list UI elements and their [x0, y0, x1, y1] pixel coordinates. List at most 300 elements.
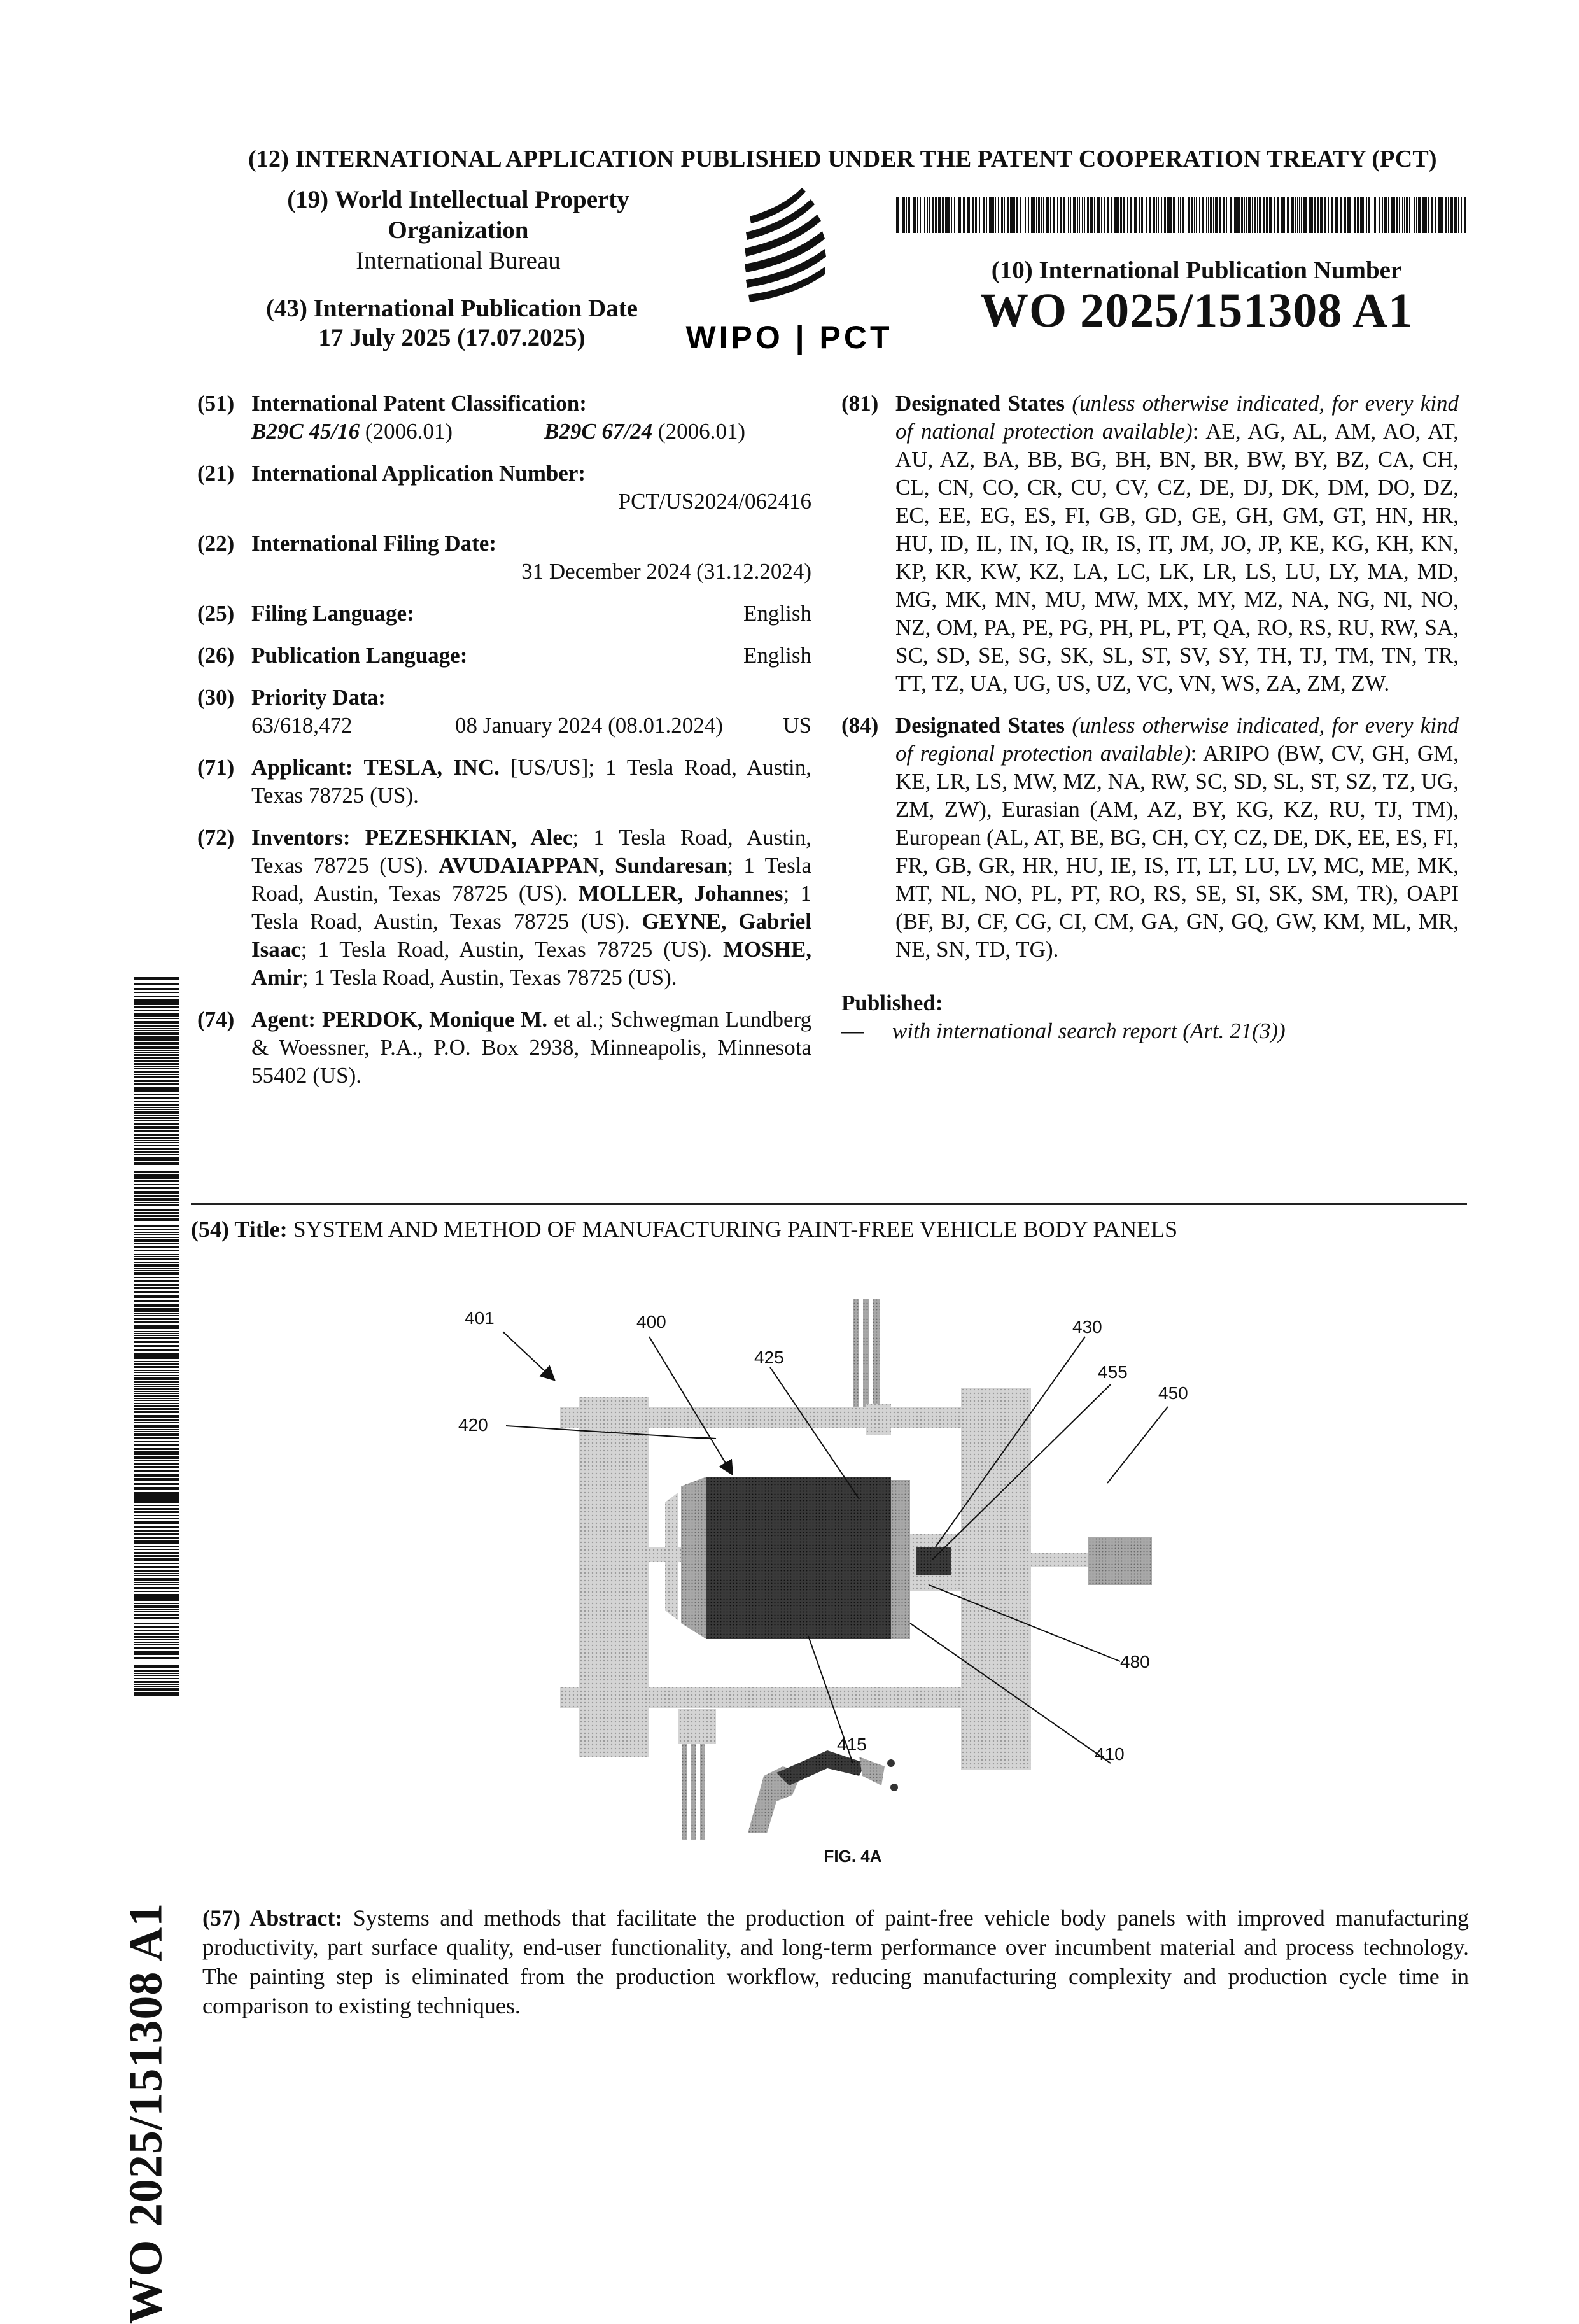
barcode-bar — [1208, 197, 1209, 233]
barcode-bar — [134, 1463, 179, 1465]
barcode-bar — [1375, 197, 1376, 233]
barcode-bar — [1107, 197, 1109, 233]
ref-430: 430 — [1072, 1317, 1102, 1337]
barcode-bar — [986, 197, 987, 233]
barcode-bar — [1299, 197, 1300, 233]
barcode-bar — [1269, 197, 1270, 233]
barcode-bar — [134, 1160, 179, 1161]
barcode-bar — [1230, 197, 1232, 233]
barcode-bar — [1464, 197, 1466, 233]
barcode-bar — [134, 1530, 179, 1532]
barcode-bar — [134, 1686, 179, 1687]
barcode-bar — [134, 1063, 179, 1065]
priority-country: US — [783, 713, 811, 738]
barcode-bar — [134, 1555, 179, 1557]
barcode-bar — [134, 1400, 179, 1401]
barcode-bar — [1043, 197, 1044, 233]
figure-4a — [446, 1292, 1260, 1865]
barcode-bar — [134, 1626, 179, 1628]
side-barcode — [134, 977, 179, 1696]
barcode-bar — [1046, 197, 1048, 233]
barcode-bar — [1363, 197, 1364, 233]
abstract-label: (57) Abstract: — [202, 1905, 343, 1931]
barcode-bar — [938, 197, 941, 233]
barcode-bar — [134, 1498, 179, 1500]
barcode-bar — [134, 1623, 179, 1624]
barcode-bar — [1104, 197, 1105, 233]
barcode-bar — [134, 1212, 179, 1214]
publication-date-label: (43) International Publication Date — [266, 295, 638, 322]
barcode-bar — [134, 1408, 179, 1410]
field-code: (71) — [197, 755, 235, 780]
barcode-bar — [134, 1370, 179, 1371]
barcode-bar — [1084, 197, 1085, 233]
barcode-bar — [134, 1692, 179, 1693]
barcode-bar — [134, 1607, 179, 1608]
barcode-bar — [134, 1546, 179, 1547]
barcode-bar — [1114, 197, 1116, 233]
org-code: (19) — [287, 186, 329, 213]
barcode-bar — [1360, 197, 1363, 233]
barcode-bar — [134, 1134, 179, 1136]
title-label: (54) Title: — [191, 1216, 288, 1242]
barcode-bar — [134, 1379, 179, 1380]
publication-date — [248, 294, 656, 353]
barcode-bar — [1281, 197, 1282, 233]
wipo-logo-text: WIPO | PCT — [685, 320, 893, 355]
barcode-bar — [134, 1657, 179, 1659]
barcode-bar — [134, 1596, 179, 1598]
barcode-bar — [134, 1573, 179, 1574]
barcode-bar — [1349, 197, 1351, 233]
barcode-bar — [1317, 197, 1319, 233]
barcode-bar — [134, 1195, 179, 1197]
barcode-bar — [134, 1403, 179, 1404]
barcode-bar — [134, 1636, 179, 1638]
barcode-bar — [134, 1202, 179, 1203]
barcode-bar — [134, 1341, 179, 1343]
barcode-bar — [1164, 197, 1166, 233]
barcode-bar — [1146, 197, 1147, 233]
barcode-bar — [1440, 197, 1443, 233]
barcode-bar — [134, 1243, 179, 1244]
field-label: Publication Language: — [251, 643, 468, 668]
field-code: (74) — [197, 1007, 235, 1032]
barcode-bar — [1004, 197, 1005, 233]
barcode-bar — [134, 1391, 179, 1392]
barcode-bar — [975, 197, 977, 233]
barcode-bar — [1335, 197, 1338, 233]
org-name-line2: Organization — [388, 216, 529, 244]
barcode-bar — [1039, 197, 1040, 233]
ref-410: 410 — [1095, 1744, 1125, 1764]
barcode-bar — [1167, 197, 1170, 233]
publication-date-value: 17 July 2025 (17.07.2025) — [318, 324, 586, 351]
barcode-bar — [134, 1609, 179, 1610]
barcode-bar — [134, 1291, 179, 1293]
barcode-bar — [134, 1670, 179, 1672]
barcode-bar — [134, 1451, 179, 1453]
barcode-bar — [1277, 197, 1279, 233]
barcode-bar — [134, 1126, 179, 1129]
field-81-designated-states — [841, 390, 1459, 698]
field-code: (30) — [197, 685, 235, 710]
barcode-bar — [1418, 197, 1421, 233]
barcode-bar — [134, 1448, 179, 1450]
barcode-bar — [1199, 197, 1200, 233]
barcode-bar — [134, 1684, 179, 1685]
barcode-bar — [134, 1584, 179, 1585]
field-label: Designated States — [895, 391, 1065, 416]
barcode-bar — [134, 1256, 179, 1257]
mold-assembly — [665, 1477, 961, 1639]
barcode-bar — [920, 197, 921, 233]
barcode-bar — [134, 1426, 179, 1428]
barcode-bar — [134, 1456, 179, 1459]
barcode-bar — [134, 1111, 179, 1114]
ref-480: 480 — [1120, 1652, 1150, 1672]
barcode-bar — [134, 1594, 179, 1596]
field-71-applicant — [197, 754, 811, 810]
application-number: PCT/US2024/062416 — [618, 489, 811, 514]
barcode-bar — [134, 1277, 179, 1278]
barcode-bar — [1013, 197, 1015, 233]
barcode-bar — [134, 1137, 179, 1139]
barcode-bar — [134, 1054, 179, 1056]
barcode-bar — [134, 1479, 179, 1481]
field-label: Agent: — [251, 1007, 316, 1032]
barcode-bar — [134, 1575, 179, 1576]
barcode-bar — [134, 1229, 179, 1230]
barcode-bar — [1036, 197, 1037, 233]
barcode-bar — [134, 1090, 179, 1092]
barcode-bar — [1235, 197, 1237, 233]
robot-arm — [748, 1750, 898, 1833]
barcode-bar — [1448, 197, 1449, 233]
barcode-bar — [1139, 197, 1140, 233]
barcode-bar — [134, 1107, 179, 1108]
barcode-bar — [1127, 197, 1128, 233]
barcode-bar — [134, 1101, 179, 1102]
treaty-header: (12) INTERNATIONAL APPLICATION PUBLISHED UNDER THE PATENT COOPERATION TREATY (PCT) — [248, 146, 1437, 173]
barcode-bar — [134, 1234, 179, 1235]
barcode-bar — [134, 1142, 179, 1143]
barcode-bar — [134, 1603, 179, 1604]
barcode-bar — [1297, 197, 1298, 233]
field-21-application-number — [197, 460, 811, 516]
barcode-bar — [1287, 197, 1288, 233]
barcode-bar — [134, 1694, 179, 1696]
barcode-bar — [1445, 197, 1447, 233]
barcode-bar — [134, 1377, 179, 1379]
barcode-bar — [134, 1145, 179, 1146]
barcode-bar — [134, 1164, 179, 1165]
barcode-bar — [1428, 197, 1429, 233]
barcode-bar — [134, 1162, 179, 1164]
barcode-bar — [134, 1526, 179, 1528]
barcode-bar — [1215, 197, 1218, 233]
bibliographic-right-column — [841, 390, 1459, 1045]
barcode-bar — [948, 197, 950, 233]
figure-caption: FIG. 4A — [824, 1847, 882, 1865]
barcode-bar — [134, 1015, 179, 1017]
barcode-bar — [134, 1272, 179, 1275]
published-section — [841, 989, 1459, 1045]
field-code: (25) — [197, 601, 235, 626]
barcode-bar — [134, 1441, 179, 1442]
barcode-bar — [134, 1398, 179, 1399]
barcode-bar — [134, 1388, 179, 1390]
barcode-bar — [134, 1511, 179, 1513]
barcode-bar — [134, 1032, 179, 1035]
wipo-logo — [675, 181, 904, 356]
field-84-designated-states — [841, 712, 1459, 964]
barcode-bar — [134, 1578, 179, 1581]
barcode-bar — [1038, 197, 1039, 233]
barcode-bar — [134, 1225, 179, 1227]
barcode-bar — [134, 1074, 179, 1075]
barcode-bar — [1374, 197, 1375, 233]
barcode-bar — [134, 1429, 179, 1430]
barcode-bar — [134, 1355, 179, 1356]
barcode-bar — [134, 1250, 179, 1251]
barcode-bar — [1025, 197, 1026, 233]
barcode-bar — [134, 1176, 179, 1179]
agent-name: PERDOK, Monique M. — [321, 1007, 548, 1032]
barcode-bar — [134, 1487, 179, 1489]
barcode-bar — [1404, 197, 1405, 233]
barcode-bar — [134, 1284, 179, 1286]
barcode-bar — [1050, 197, 1051, 233]
barcode-bar — [1053, 197, 1055, 233]
barcode-bar — [134, 983, 179, 985]
inventor-address: ; 1 Tesla Road, Austin, Texas 78725 (US). — [251, 881, 811, 934]
barcode-bar — [1259, 197, 1261, 233]
barcode-bar — [1202, 197, 1204, 233]
barcode-bar — [1431, 197, 1433, 233]
abstract-text: Systems and methods that facilitate the production of paint-free vehicle body panels with improved manufacturing productivity, part surface quality, end-user functionality, and long-term performance over incumbent material and process technology. The painting step is eliminated from the production workflow, reducing manufacturing complexity and production cycle time in comparison to existing techniques. — [202, 1905, 1470, 2018]
barcode-bar — [134, 1184, 179, 1185]
barcode-bar — [989, 197, 992, 233]
barcode-bar — [1450, 197, 1453, 233]
field-qualifier: (unless otherwise indicated, for every kind of national protection available) — [895, 391, 1459, 444]
barcode-bar — [1458, 197, 1459, 233]
barcode-bar — [134, 1386, 179, 1387]
barcode-bar — [134, 1204, 179, 1206]
barcode-bar — [1087, 197, 1089, 233]
barcode-bar — [134, 1295, 179, 1298]
barcode-bar — [1077, 197, 1078, 233]
barcode-bar — [134, 1665, 179, 1668]
barcode-bar — [1041, 197, 1042, 233]
barcode-bar — [134, 1563, 179, 1564]
barcode-bar — [134, 1060, 179, 1062]
barcode-bar — [134, 1262, 179, 1263]
barcode-bar — [134, 1080, 179, 1082]
publication-number-label: (10) International Publication Number — [991, 257, 1402, 284]
barcode-bar — [134, 1246, 179, 1248]
barcode-bar — [1393, 197, 1395, 233]
barcode-bar — [929, 197, 930, 233]
field-30-priority-data — [197, 684, 811, 740]
field-label: Designated States — [895, 713, 1065, 738]
barcode-bar — [1031, 197, 1034, 233]
barcode-bar — [134, 1025, 179, 1027]
barcode-bar — [134, 1611, 179, 1612]
published-item-text: with international search report (Art. 21(3)) — [892, 1018, 1286, 1043]
barcode-bar — [134, 1280, 179, 1282]
barcode-bar — [1379, 197, 1380, 233]
barcode-bar — [134, 1384, 179, 1385]
class-code-2: B29C 67/24 — [544, 419, 653, 444]
barcode-bar — [134, 1215, 179, 1217]
barcode-bar — [992, 197, 994, 233]
barcode-bar — [134, 1552, 179, 1554]
field-code: (26) — [197, 643, 235, 668]
barcode-bar — [134, 1558, 179, 1561]
barcode-bar — [1331, 197, 1333, 233]
barcode-bar — [134, 1366, 179, 1367]
barcode-bar — [1090, 197, 1093, 233]
barcode-bar — [927, 197, 928, 233]
barcode-bar — [134, 1675, 179, 1676]
inventor-name: MOSHE, Amir — [251, 937, 811, 990]
barcode-bar — [134, 1460, 179, 1461]
barcode-bar — [1282, 197, 1285, 233]
publication-number: WO 2025/151308 A1 — [980, 284, 1413, 337]
barcode-bar — [134, 1361, 179, 1362]
barcode-bar — [983, 197, 985, 233]
invention-title — [191, 1216, 1467, 1243]
barcode-bar — [134, 1030, 179, 1031]
field-label: Inventors: — [251, 825, 351, 850]
barcode-bar — [951, 197, 952, 233]
barcode-bar — [1001, 197, 1003, 233]
barcode-bar — [1111, 197, 1112, 233]
ref-401: 401 — [465, 1308, 495, 1328]
barcode-bar — [134, 1521, 179, 1524]
barcode-bar — [913, 197, 915, 233]
barcode-bar — [134, 1076, 179, 1078]
barcode-bar — [1158, 197, 1159, 233]
ref-425: 425 — [754, 1348, 784, 1367]
barcode-bar — [134, 1321, 179, 1323]
barcode-bar — [134, 1356, 179, 1359]
field-26-publication-language — [197, 642, 811, 670]
inventor-address: ; 1 Tesla Road, Austin, Texas 78725 (US). — [251, 853, 811, 906]
barcode-bar — [1161, 197, 1162, 233]
barcode-bar — [1194, 197, 1195, 233]
barcode-bar — [134, 1470, 179, 1472]
barcode-bar — [134, 1254, 179, 1255]
barcode-bar — [134, 1395, 179, 1397]
barcode-bar — [1314, 197, 1316, 233]
barcode-bar — [134, 1218, 179, 1221]
barcode-bar — [134, 1318, 179, 1320]
barcode-bar — [134, 1433, 179, 1436]
field-label: Priority Data: — [251, 685, 386, 710]
barcode-bar — [1438, 197, 1440, 233]
barcode-bar — [1399, 197, 1400, 233]
barcode-bar — [134, 1617, 179, 1619]
barcode-bar — [134, 1010, 179, 1011]
barcode-bar — [134, 1537, 179, 1539]
barcode-bar — [1101, 197, 1102, 233]
barcode-bar — [1309, 197, 1310, 233]
inventor-address: ; 1 Tesla Road, Austin, Texas 78725 (US). — [251, 825, 811, 878]
barcode-bar — [134, 1542, 179, 1544]
barcode-bar — [967, 197, 970, 233]
barcode-bar — [134, 1453, 179, 1455]
barcode-bar — [134, 977, 179, 980]
inventor-name: GEYNE, Gabriel Isaac — [251, 909, 811, 962]
barcode-bar — [908, 197, 910, 233]
barcode-bar — [1068, 197, 1069, 233]
barcode-bar — [134, 1331, 179, 1332]
barcode-bar — [134, 1313, 179, 1314]
agent-address: et al.; Schwegman Lundberg & Woessner, P.A., P.O. Box 2938, Minneapolis, Minnesota 55402 (US). — [251, 1007, 812, 1088]
barcode-bar — [1305, 197, 1307, 233]
barcode-bar — [134, 1001, 179, 1003]
barcode-bar — [134, 1478, 179, 1479]
barcode-bar — [1141, 197, 1143, 233]
field-51-classification — [197, 390, 811, 446]
class-date-2: (2006.01) — [657, 419, 745, 444]
barcode-bar — [134, 1411, 179, 1413]
barcode-bar — [134, 1678, 179, 1679]
barcode-bar — [1409, 197, 1410, 233]
barcode-bar — [906, 197, 907, 233]
barcode-bar — [134, 1087, 179, 1090]
barcode-bar — [134, 1540, 179, 1542]
barcode-bar — [1135, 197, 1137, 233]
barcode-bar — [134, 1057, 179, 1059]
barcode-bar — [995, 197, 996, 233]
barcode-bar — [134, 1405, 179, 1407]
barcode-bar — [134, 1174, 179, 1176]
field-code: (21) — [197, 461, 235, 486]
barcode-bar — [134, 1419, 179, 1421]
barcode-bar — [134, 1309, 179, 1312]
wipo-organization — [261, 185, 656, 276]
barcode-bar — [134, 1287, 179, 1289]
barcode-bar — [1048, 197, 1049, 233]
priority-number: 63/618,472 — [251, 713, 353, 738]
barcode-bar — [134, 1333, 179, 1334]
published-item — [841, 1017, 1459, 1045]
barcode-bar — [936, 197, 937, 233]
barcode-bar — [134, 988, 179, 990]
barcode-bar — [1461, 197, 1462, 233]
barcode-bar — [1016, 197, 1018, 233]
filing-date: 31 December 2024 (31.12.2024) — [521, 559, 811, 584]
barcode-bar — [1295, 197, 1296, 233]
barcode-bar — [134, 1381, 179, 1383]
barcode-bar — [1274, 197, 1275, 233]
barcode-bar — [1182, 197, 1184, 233]
publication-language: English — [743, 643, 811, 668]
inventor-address: ; 1 Tesla Road, Austin, Texas 78725 (US). — [302, 965, 677, 990]
barcode-bar — [1223, 197, 1225, 233]
barcode-bar — [972, 197, 974, 233]
barcode-bar — [1134, 197, 1135, 233]
barcode-bar — [134, 1018, 179, 1019]
barcode-bar — [134, 1598, 179, 1601]
barcode-bar — [134, 1050, 179, 1051]
barcode-bar — [1414, 197, 1415, 233]
barcode-bar — [134, 1466, 179, 1468]
barcode-bar — [134, 1191, 179, 1194]
